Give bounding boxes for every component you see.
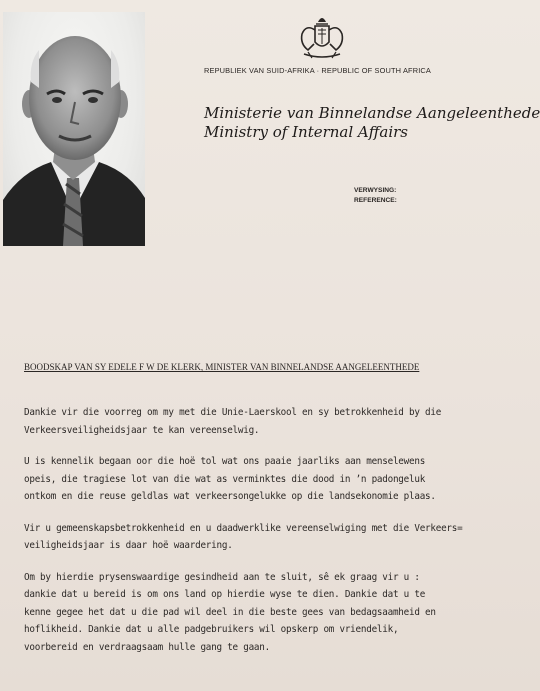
reference-label-af: VERWYSING:: [354, 187, 397, 194]
paragraph-1: [24, 404, 494, 439]
message-body: [24, 404, 494, 670]
republic-title: REPUBLIEK VAN SUID-AFRIKA · REPUBLIC OF SOUTH AFRICA: [204, 66, 431, 75]
text-line: Dankie vir die voorreg om my met die Unie-Laerskool en sy betrokkenheid by die: [24, 407, 442, 418]
paragraph-4: [24, 569, 494, 657]
text-line: kenne gegee het dat u die pad wil deel in die beste gees van bedagsaamheid en: [24, 606, 436, 618]
text-line: U is kennelik begaan oor die hoë tol wat ons paaie jaarliks aan menselewens: [24, 456, 426, 467]
reference-block: [354, 186, 397, 206]
text-line: dankie dat u bereid is om ons land op hierdie wyse te dien. Dankie dat u te: [24, 589, 426, 600]
coat-of-arms-icon: [294, 12, 350, 60]
paragraph-3: [24, 520, 494, 555]
reference-label-en: REFERENCE:: [354, 197, 397, 204]
message-heading: BOODSKAP VAN SY EDELE F W DE KLERK, MINISTER VAN BINNELANDSE AANGELEENTHEDE: [24, 362, 420, 372]
text-line: Vir u gemeenskapsbetrokkenheid en u daadwerklike vereenselwiging met die Verkeers=: [24, 522, 463, 534]
text-line: Verkeersveiligheidsjaar te kan vereenselwig.: [24, 424, 260, 436]
ministry-name: [204, 104, 540, 142]
text-line: hoflikheid. Dankie dat u alle padgebruikers wil opskerp om vriendelik,: [24, 624, 399, 635]
text-line: Om by hierdie prysenswaardige gesindheid aan te sluit, sê ek graag vir u :: [24, 571, 420, 583]
text-line: veiligheidsjaar is daar hoë waardering.: [24, 540, 233, 551]
paragraph-2: [24, 453, 494, 506]
text-line: voorbereid en verdraagsaam hulle gang te gaan.: [24, 641, 270, 653]
portrait-photo: [3, 12, 145, 246]
text-line: opeis, die tragiese lot van die wat as verminktes die dood in ʼn padongeluk: [24, 473, 426, 485]
ministry-name-en: Ministry of Internal Affairs: [204, 123, 409, 141]
ministry-name-af: Ministerie van Binnelandse Aangeleenthede: [204, 104, 540, 122]
text-line: ontkom en die reuse geldlas wat verkeersongelukke op die landsekonomie plaas.: [24, 491, 436, 502]
